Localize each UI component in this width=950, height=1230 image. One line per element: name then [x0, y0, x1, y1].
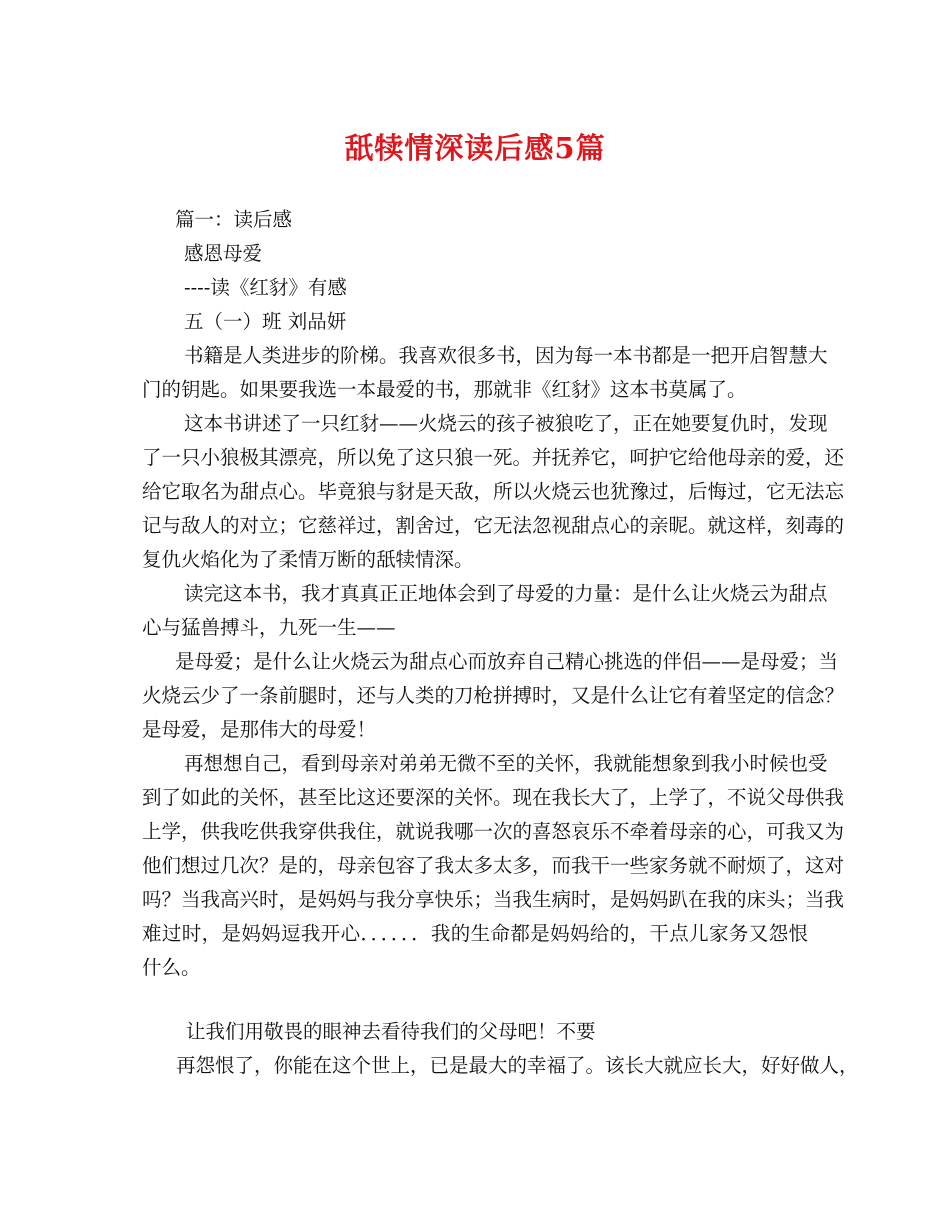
paragraph-line: 到了如此的关怀，甚至比这还要深的关怀。现在我长大了，上学了，不说父母供我 — [142, 786, 845, 809]
essay-subtitle: ----读《红豺》有感 — [184, 276, 347, 299]
paragraph-line: 心与猛兽搏斗，九死一生—— — [142, 616, 396, 639]
paragraph-line: 再怨恨了，你能在这个世上，已是最大的幸福了。该长大就应长大，好好做人， — [176, 1054, 859, 1077]
paragraph-line: 给它取名为甜点心。毕竟狼与豺是天敌，所以火烧云也犹豫过，后悔过，它无法忘 — [142, 480, 845, 503]
document-title: 舐犊情深读后感5篇 — [344, 131, 606, 165]
section-heading: 篇一：读后感 — [175, 208, 293, 231]
paragraph-line: 什么。 — [142, 956, 201, 979]
paragraph-line: 门的钥匙。如果要我选一本最爱的书，那就非《红豺》这本书莫属了。 — [142, 378, 747, 401]
paragraph-line: 上学，供我吃供我穿供我住，就说我哪一次的喜怒哀乐不牵着母亲的心，可我又为 — [142, 820, 845, 843]
paragraph-line: 书籍是人类进步的阶梯。我喜欢很多书，因为每一本书都是一把开启智慧大 — [184, 344, 828, 367]
paragraph-line: 记与敌人的对立；它慈祥过，割舍过，它无法忽视甜点心的亲昵。就这样，刻毒的 — [142, 514, 845, 537]
paragraph-line: 这本书讲述了一只红豺——火烧云的孩子被狼吃了，正在她要复仇时，发现 — [184, 412, 828, 435]
paragraph-line: 复仇火焰化为了柔情万断的舐犊情深。 — [142, 548, 474, 571]
paragraph-line: 吗？当我高兴时，是妈妈与我分享快乐；当我生病时，是妈妈趴在我的床头；当我 — [142, 888, 845, 911]
paragraph-line: 让我们用敬畏的眼神去看待我们的父母吧！不要 — [186, 1020, 596, 1043]
paragraph-line: 再想想自己，看到母亲对弟弟无微不至的关怀，我就能想象到我小时候也受 — [184, 752, 828, 775]
paragraph-line: 火烧云少了一条前腿时，还与人类的刀枪拼搏时，又是什么让它有着坚定的信念？ — [142, 684, 845, 707]
paragraph-line: 是母爱，是那伟大的母爱！ — [142, 718, 377, 741]
paragraph-line: 难过时，是妈妈逗我开心．．．．．．我的生命都是妈妈给的，干点儿家务又怨恨 — [142, 922, 808, 945]
paragraph-line: 读完这本书，我才真真正正地体会到了母爱的力量：是什么让火烧云为甜点 — [184, 582, 828, 605]
author-line: 五（一）班 刘品妍 — [184, 310, 347, 333]
essay-title: 感恩母爱 — [184, 242, 263, 265]
paragraph-line: 是母爱；是什么让火烧云为甜点心而放弃自己精心挑选的伴侣——是母爱；当 — [175, 650, 839, 673]
paragraph-line: 了一只小狼极其漂亮，所以免了这只狼一死。并抚养它，呵护它给他母亲的爱，还 — [142, 446, 845, 469]
paragraph-line: 他们想过几次？是的，母亲包容了我太多太多，而我干一些家务就不耐烦了，这对 — [142, 854, 845, 877]
